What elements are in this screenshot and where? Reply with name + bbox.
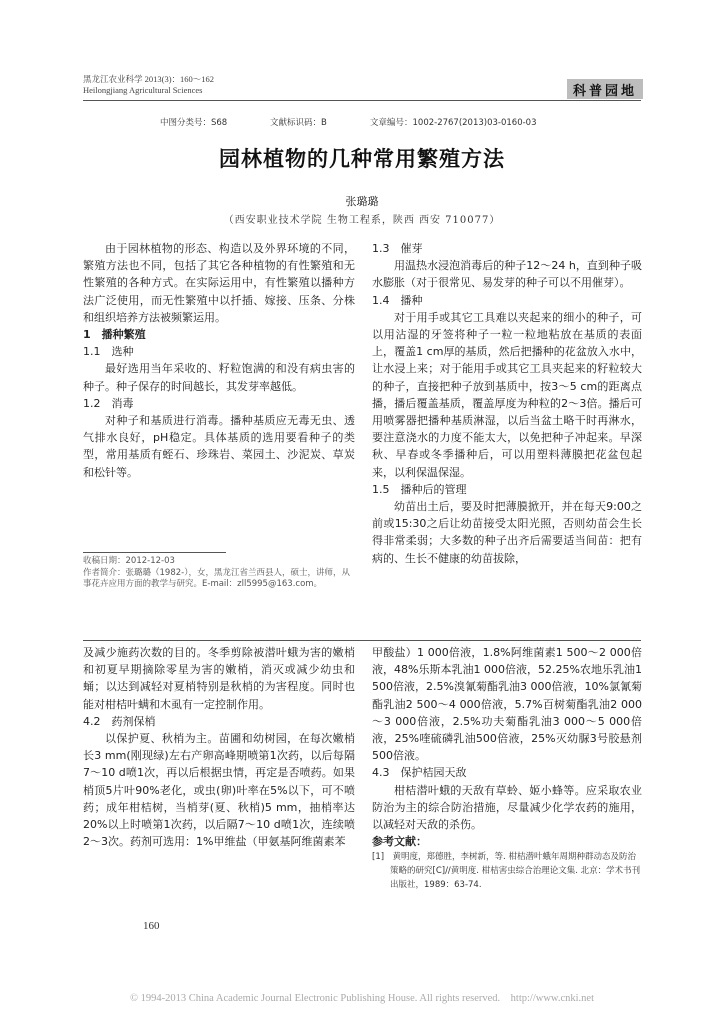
paragraph-4-3: 柑桔潜叶蛾的天敌有草蛉、姬小蜂等。应采取农业防治为主的综合防治措施，尽量减少化学农药的施用，以减轻对天敌的杀伤。 [372, 783, 642, 832]
paragraph-1-5: 幼苗出土后，要及时把薄膜掀开，并在每天9:00之前或15:30之后让幼苗接受太阳光照，否则幼苗会生长得非常柔弱；大多数的种子出齐后需要适当间苗：把有病的、生长不健康的幼苗拔除， [372, 500, 642, 565]
header-rule [83, 100, 641, 101]
journal-name-en: Heilongjiang Agricultural Sciences [83, 85, 203, 95]
section-banner: 科普园地 [567, 79, 643, 99]
subsection-heading-1-2: 1.2 消毒 [83, 396, 134, 410]
section-heading-1: 1 播种繁殖 [83, 328, 146, 342]
paragraph-1-1: 最好选用当年采收的、籽粒饱满的和没有病虫害的种子。种子保存的时间越长，其发芽率越低。 [83, 362, 355, 393]
paragraph-4-2-continued: 甲酸盐）1 000倍液，1.8%阿维菌素1 500～2 000倍液，48%乐斯本乳油1 000倍液，52.25%农地乐乳油1 500倍液，2.5%溴氰菊酯乳油3 000倍液，10%氯氰菊酯乳油2 500～4 000倍液，5.7%百树菊酯乳油2 000～3 000倍液，2.5%功夫菊酯乳油3 000～5 000倍液，25%喹硫磷乳油500倍液，25%灭幼脲3号胶悬剂500倍液。 [372, 646, 642, 763]
clc-number: 中图分类号：S68 [160, 118, 228, 128]
received-date: 收稿日期：2012-12-03 [83, 556, 175, 566]
upper-right-column [372, 240, 642, 567]
page-number: 160 [143, 920, 160, 932]
article-divider [83, 640, 641, 641]
author-affiliation: （西安职业技术学院 生物工程系，陕西 西安 710077） [223, 215, 501, 226]
reference-item: [1] 黄明度，郑德胜，李树新，等. 柑桔潜叶蛾年周期种群动态及防治策略的研究[C]//黄明度. 柑桔害虫综合治理论文集. 北京：学术书刊出版社，1989：63-74. [372, 852, 641, 891]
subsection-heading-4-2: 4.2 药剂保梢 [83, 714, 156, 728]
author-name: 张璐璐 [345, 195, 379, 208]
footnote-rule [83, 552, 226, 553]
lower-right-column [372, 644, 642, 892]
subsection-heading-1-1: 1.1 选种 [83, 345, 134, 359]
subsection-heading-1-5: 1.5 播种后的管理 [372, 482, 467, 496]
author-bio: 作者简介：张璐璐（1982-），女，黑龙江省兰西县人，硕士，讲师，从事花卉应用方面的教学与研究。E-mail：zll5995@163.com。 [83, 567, 350, 589]
paragraph-1-4: 对于用手或其它工具难以夹起来的细小的种子，可以用沾湿的牙签将种子一粒一粒地粘放在基质的表面上，覆盖1 cm厚的基质，然后把播种的花盆放入水中，让水浸上来；对于能用手或其它工具夹起来的籽粒较大的种子，直接把种子放到基质中，按3～5 cm的距离点播，播后覆盖基质，覆盖厚度为种粒的2～3倍。播后可用喷雾器把播种基质淋湿，以后当盆土略干时再淋水，要注意浇水的力度不能太大，以免把种子冲起来。早深秋、早春或冬季播种后，可以用塑料薄膜把花盆包起来，以利保温保湿。 [372, 310, 642, 479]
paragraph-4-2: 以保护夏、秋梢为主。苗圃和幼树园，在每次嫩梢长3 mm(刚现绿)左右产卵高峰期喷第1次药，以后每隔7～10 d喷1次，再以后根据虫情，再定是否喷药。如果梢顶5片叶90%老化，或虫(卵)叶率在5%以下，可不喷药；成年柑桔树，当梢芽(夏、秋梢)5 mm，抽梢率达20%以上时喷第1次药，以后隔7～10 d喷1次，连续喷2～3次。药剂可选用：1%甲维盐（甲氨基阿维菌素苯 [83, 732, 355, 849]
subsection-heading-1-3: 1.3 催芽 [372, 242, 423, 255]
upper-left-column [83, 240, 355, 481]
continued-paragraph: 及减少施药次数的目的。冬季剪除被潜叶蛾为害的嫩梢和初夏早期摘除零星为害的嫩梢，消灭或减少幼虫和蛹；以达到减轻对夏梢特别是秋梢的为害程度。同时也能对柑桔叶螨和木虱有一定控制作用。 [83, 646, 355, 711]
copyright-notice: © 1994-2013 China Academic Journal Electronic Publishing House. All rights reserved. http://www.cnki.net [130, 993, 594, 1004]
paragraph-1-2: 对种子和基质进行消毒。播种基质应无毒无虫、透气排水良好，pH稳定。具体基质的选用要看种子的类型，常用基质有蛭石、珍珠岩、菜园土、沙泥炭、草炭和松针等。 [83, 414, 355, 479]
paragraph-1-3: 用温热水浸泡消毒后的种子12～24 h，直到种子吸水膨胀（对于很常见、易发芽的种子可以不用催芽）。 [372, 259, 642, 290]
document-code: 文献标识码：B [270, 118, 327, 128]
journal-name-cn: 黑龙江农业科学 2013(3)：160～162 [83, 74, 215, 84]
article-title: 园林植物的几种常用繁殖方法 [219, 147, 505, 171]
journal-header [83, 74, 214, 96]
intro-paragraph: 由于园林植物的形态、构造以及外界环境的不同，繁殖方法也不同，包括了其它各种植物的有性繁殖和无性繁殖的各种方式。在实际运用中，有性繁殖以播种方法广泛使用，而无性繁殖中以扦插、嫁接、压条、分株和组织培养方法被频繁运用。 [83, 242, 355, 324]
article-number: 文章编号：1002-2767(2013)03-0160-03 [370, 118, 537, 128]
lower-left-column [83, 644, 355, 850]
references-heading: 参考文献： [372, 835, 427, 849]
subsection-heading-1-4: 1.4 播种 [372, 293, 423, 307]
footnote [83, 556, 355, 591]
subsection-heading-4-3: 4.3 保护桔园天敌 [372, 766, 467, 780]
